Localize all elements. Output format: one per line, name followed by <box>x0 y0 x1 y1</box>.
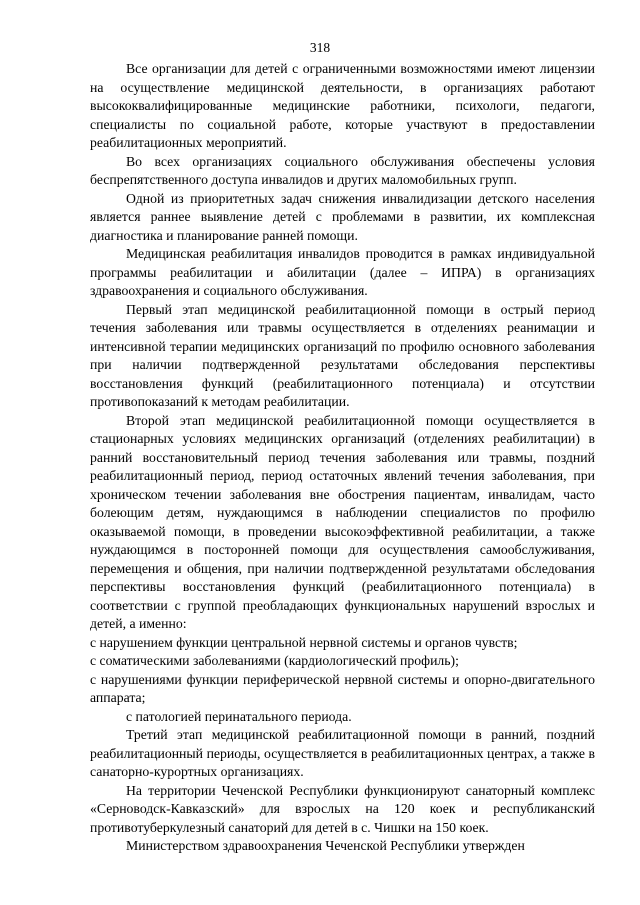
paragraph-second-stage: Второй этап медицинской реабилитационной помощи осуществляется в стационарных условиях медицинских организаций (отделениях реабилитации) в ранний восстановительный период течения заболевания или травмы, поздний реабилитационный период, период остаточных явлений течения заболевания, при хроническом течении заболевания вне обострения пациентам, инвалидам, часто болеющим детям, нуждающимся в наблюдении специалистов по профилю оказываемой помощи, в проведении высокоэффективной реабилитации, а также нуждающимся в посторонней помощи для осуществления самообслуживания, перемещения и общения, при наличии подтвержденной результатами обследования перспективы восстановления функций (реабилитационного потенциала) в соответствии с группой преобладающих функциональных нарушений взрослых и детей, а именно: <box>90 412 595 631</box>
paragraph-third-stage: Третий этап медицинской реабилитационной помощи в ранний, поздний реабилитационный периоды, осуществляется в реабилитационных центрах, а также в санаторно-курортных организациях. <box>90 727 595 779</box>
page-number: 318 <box>309 40 331 55</box>
list-item-cns: с нарушением функции центральной нервной системы и органов чувств; <box>90 634 518 650</box>
paragraph-organizations-licenses: Все организации для детей с ограниченными возможностями имеют лицензии на осуществление медицинской деятельности, в организациях работают высококвалифицированные медицинские работники, психологи, педагоги, специалисты по социальной работе, которые участвуют в предоставлении реабилитационных мероприятий. <box>90 61 595 150</box>
paragraph-first-stage: Первый этап медицинской реабилитационной помощи в острый период течения заболевания или травмы осуществляется в отделениях реанимации и интенсивной терапии медицинских организаций по профилю основного заболевания при наличии подтвержденной результатами обследования перспективы восстановления функций (реабилитационного потенциала) и отсутствии противопоказаний к методам реабилитации. <box>90 301 595 409</box>
paragraph-accessibility: Во всех организациях социального обслуживания обеспечены условия беспрепятственного доступа инвалидов и других маломобильных групп. <box>90 153 595 187</box>
list-item-peripheral: с нарушениями функции периферической нервной системы и опорно-двигательного аппарата; <box>90 671 595 705</box>
list-item-somatic: с соматическими заболеваниями (кардиологический профиль); <box>90 653 459 668</box>
paragraph-medical-rehabilitation: Медицинская реабилитация инвалидов проводится в рамках индивидуальной программы реабилитации и абилитации (далее – ИПРА) в организациях здравоохранения и социального обслуживания. <box>90 246 595 298</box>
paragraph-early-detection: Одной из приоритетных задач снижения инвалидизации детского населения является раннее выявление детей с проблемами в развитии, их комплексная диагностика и планирование ранней помощи. <box>90 190 595 243</box>
paragraph-sanatoriums: На территории Чеченской Республики функционируют санаторный комплекс «Серноводск-Кавказский» для взрослых на 120 коек и республиканский противотуберкулезный санаторий для детей в с. Чишки на 150 коек. <box>90 782 595 835</box>
paragraph-ministry: Министерством здравоохранения Чеченской Республики утвержден <box>126 838 525 853</box>
list-item-perinatal: с патологией перинатального периода. <box>126 708 352 724</box>
page-content <box>90 60 595 856</box>
